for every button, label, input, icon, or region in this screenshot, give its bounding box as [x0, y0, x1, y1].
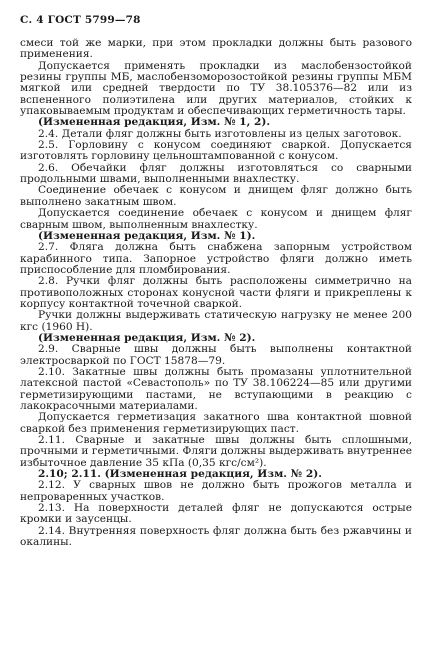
page-header: С. 4 ГОСТ 5799—78 — [20, 14, 141, 26]
clause-2-8: 2.8. Ручки фляг должны быть расположены симметрично на противоположных сторонах конусной части фляги и прикреплены к корпусу контактной точечной сваркой. — [20, 275, 412, 310]
paragraph: смеси той же марки, при этом прокладки должны быть разового применения. — [20, 37, 412, 61]
document-body — [20, 38, 412, 548]
amendment-note: 2.10; 2.11. (Измененная редакция, Изм. № 2). — [38, 468, 322, 481]
clause-2-14: 2.14. Внутренняя поверхность фляг должна быть без ржавчины и окалины. — [20, 524, 412, 549]
paragraph: Ручки должны выдерживать статическую нагрузку не менее 200 кгс (1960 Н). — [20, 309, 412, 333]
amendment-note: (Измененная редакция, Изм. № 1). — [38, 229, 256, 242]
amendment-note: (Измененная редакция, Изм. № 2). — [38, 331, 256, 344]
clause-2-10: 2.10. Закатные швы должны быть промазаны уплотнительной латексной пастой «Севастополь» по ТУ 38.106224—85 или другими герметизирующими пастами, не вступающими в реакцию с лакокрасочными материалами. — [20, 365, 412, 412]
clause-2-6: 2.6. Обечайки фляг должны изготовляться со сварными продольными швами, выполненными внахлестку. — [20, 161, 412, 186]
clause-2-11: 2.11. Сварные и закатные швы должны быть сплошными, прочными и герметичными. Фляги должны выдерживать внутреннее избыточное давление 35 кПа (0,35 кгс/см²). — [20, 434, 412, 469]
clause-2-13: 2.13. На поверхности деталей фляг не допускаются острые кромки и заусенцы. — [20, 502, 412, 526]
clause-2-7: 2.7. Фляга должна быть снабжена запорным устройством карабинного типа. Запорное устройство фляги должно иметь приспособление для пломбирования. — [20, 241, 412, 276]
paragraph: Допускается соединение обечаек с конусом и днищем фляг сварным швом, выполненным внахлестку. — [20, 207, 412, 231]
clause-2-9: 2.9. Сварные швы должны быть выполнены контактной электросваркой по ГОСТ 15878—79. — [20, 343, 412, 367]
clause-2-5: 2.5. Горловину с конусом соединяют сваркой. Допускается изготовлять горловину цельноштампованной с конусом. — [20, 139, 412, 163]
clause-2-12: 2.12. У сварных швов не должно быть прожогов металла и непроваренных участков. — [20, 479, 412, 503]
paragraph: Допускается герметизация закатного шва контактной шовной сваркой без применения герметизирующих паст. — [20, 411, 412, 435]
paragraph: Соединение обечаек с конусом и днищем фляг должно быть выполнено закатным швом. — [20, 184, 412, 208]
clause-2-4: 2.4. Детали фляг должны быть изготовлены из целых заготовок. — [38, 127, 402, 140]
paragraph: Допускается применять прокладки из маслобензостойкой резины группы МБ, маслобензоморозостойкой резины группы МБМ мягкой или средней твердости по ТУ 38.105376—82 или из вспененного полиэтилена или других материалов, стойких к упаковываемым продуктам и обеспечивающих герметичность тары. — [20, 59, 412, 118]
amendment-note: (Измененная редакция, Изм. № 1, 2). — [38, 116, 271, 129]
